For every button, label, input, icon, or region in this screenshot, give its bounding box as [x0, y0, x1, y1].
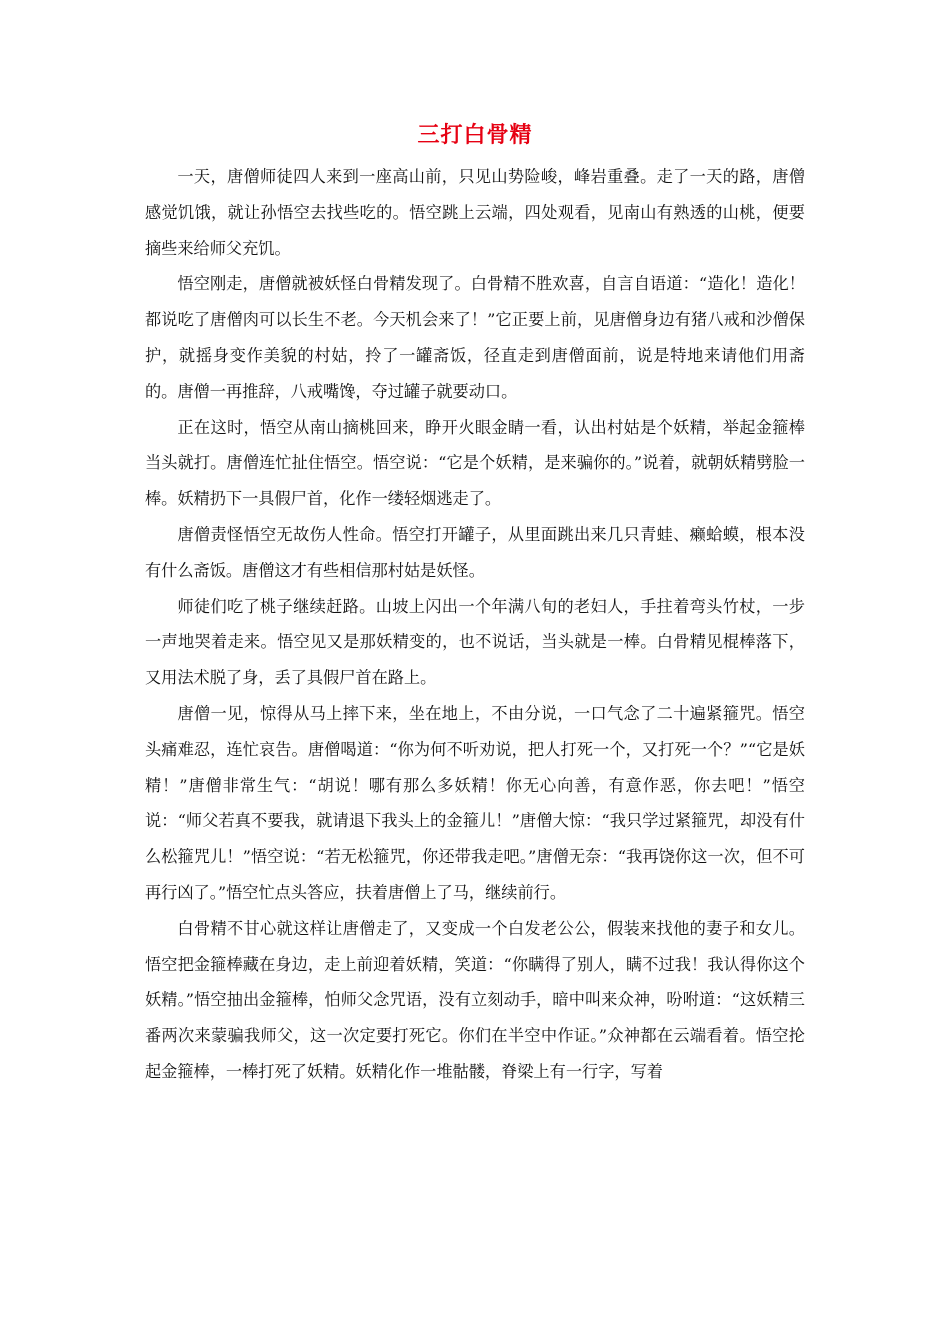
paragraph-5: 师徒们吃了桃子继续赶路。山坡上闪出一个年满八旬的老妇人，手拄着弯头竹杖，一步一声地哭着走来。悟空见又是那妖精变的，也不说话，当头就是一棒。白骨精见棍棒落下，又用法术脱了身，丢了具假尸首在路上。 — [145, 596, 805, 688]
paragraph-6: 唐僧一见，惊得从马上摔下来，坐在地上，不由分说，一口气念了二十遍紧箍咒。悟空头痛难忍，连忙哀告。唐僧喝道：“你为何不听劝说，把人打死一个，又打死一个？”“它是妖精！”唐僧非常生气：“胡说！哪有那么多妖精！你无心向善，有意作恶，你去吧！”悟空说：“师父若真不要我，就请退下我头上的金箍儿！”唐僧大惊：“我只学过紧箍咒，却没有什么松箍咒儿！”悟空说：“若无松箍咒，你还带我走吧。”唐僧无奈：“我再饶你这一次，但不可再行凶了。”悟空忙点头答应，扶着唐僧上了马，继续前行。 — [145, 703, 805, 902]
paragraph-1: 一天，唐僧师徒四人来到一座高山前，只见山势险峻，峰岩重叠。走了一天的路，唐僧感觉饥饿，就让孙悟空去找些吃的。悟空跳上云端，四处观看，见南山有熟透的山桃，便要摘些来给师父充饥。 — [145, 167, 805, 258]
paragraph-4: 唐僧责怪悟空无故伤人性命。悟空打开罐子，从里面跳出来几只青蛙、癞蛤蟆，根本没有什么斋饭。唐僧这才有些相信那村姑是妖怪。 — [145, 524, 805, 580]
paragraph-7: 白骨精不甘心就这样让唐僧走了，又变成一个白发老公公，假装来找他的妻子和女儿。悟空把金箍棒藏在身边，走上前迎着妖精，笑道：“你瞒得了别人，瞒不过我！我认得你这个妖精。”悟空抽出金箍棒，怕师父念咒语，没有立刻动手，暗中叫来众神，吩咐道：“这妖精三番两次来蒙骗我师父，这一次定要打死它。你们在半空中作证。”众神都在云端看着。悟空抡起金箍棒，一棒打死了妖精。妖精化作一堆骷髅，脊梁上有一行字，写着 — [145, 918, 805, 1081]
document-body — [145, 159, 805, 1090]
paragraph-2: 悟空刚走，唐僧就被妖怪白骨精发现了。白骨精不胜欢喜，自言自语道：“造化！造化！都说吃了唐僧肉可以长生不老。今天机会来了！”它正要上前，见唐僧身边有猪八戒和沙僧保护，就摇身变作美貌的村姑，拎了一罐斋饭，径直走到唐僧面前，说是特地来请他们用斋的。唐僧一再推辞，八戒嘴馋，夺过罐子就要动口。 — [145, 274, 805, 401]
paragraph-3: 正在这时，悟空从南山摘桃回来，睁开火眼金睛一看，认出村姑是个妖精，举起金箍棒当头就打。唐僧连忙扯住悟空。悟空说：“它是个妖精，是来骗你的。”说着，就朝妖精劈脸一棒。妖精扔下一具假尸首，化作一缕轻烟逃走了。 — [145, 417, 805, 509]
document-title: 三打白骨精 — [417, 123, 533, 148]
